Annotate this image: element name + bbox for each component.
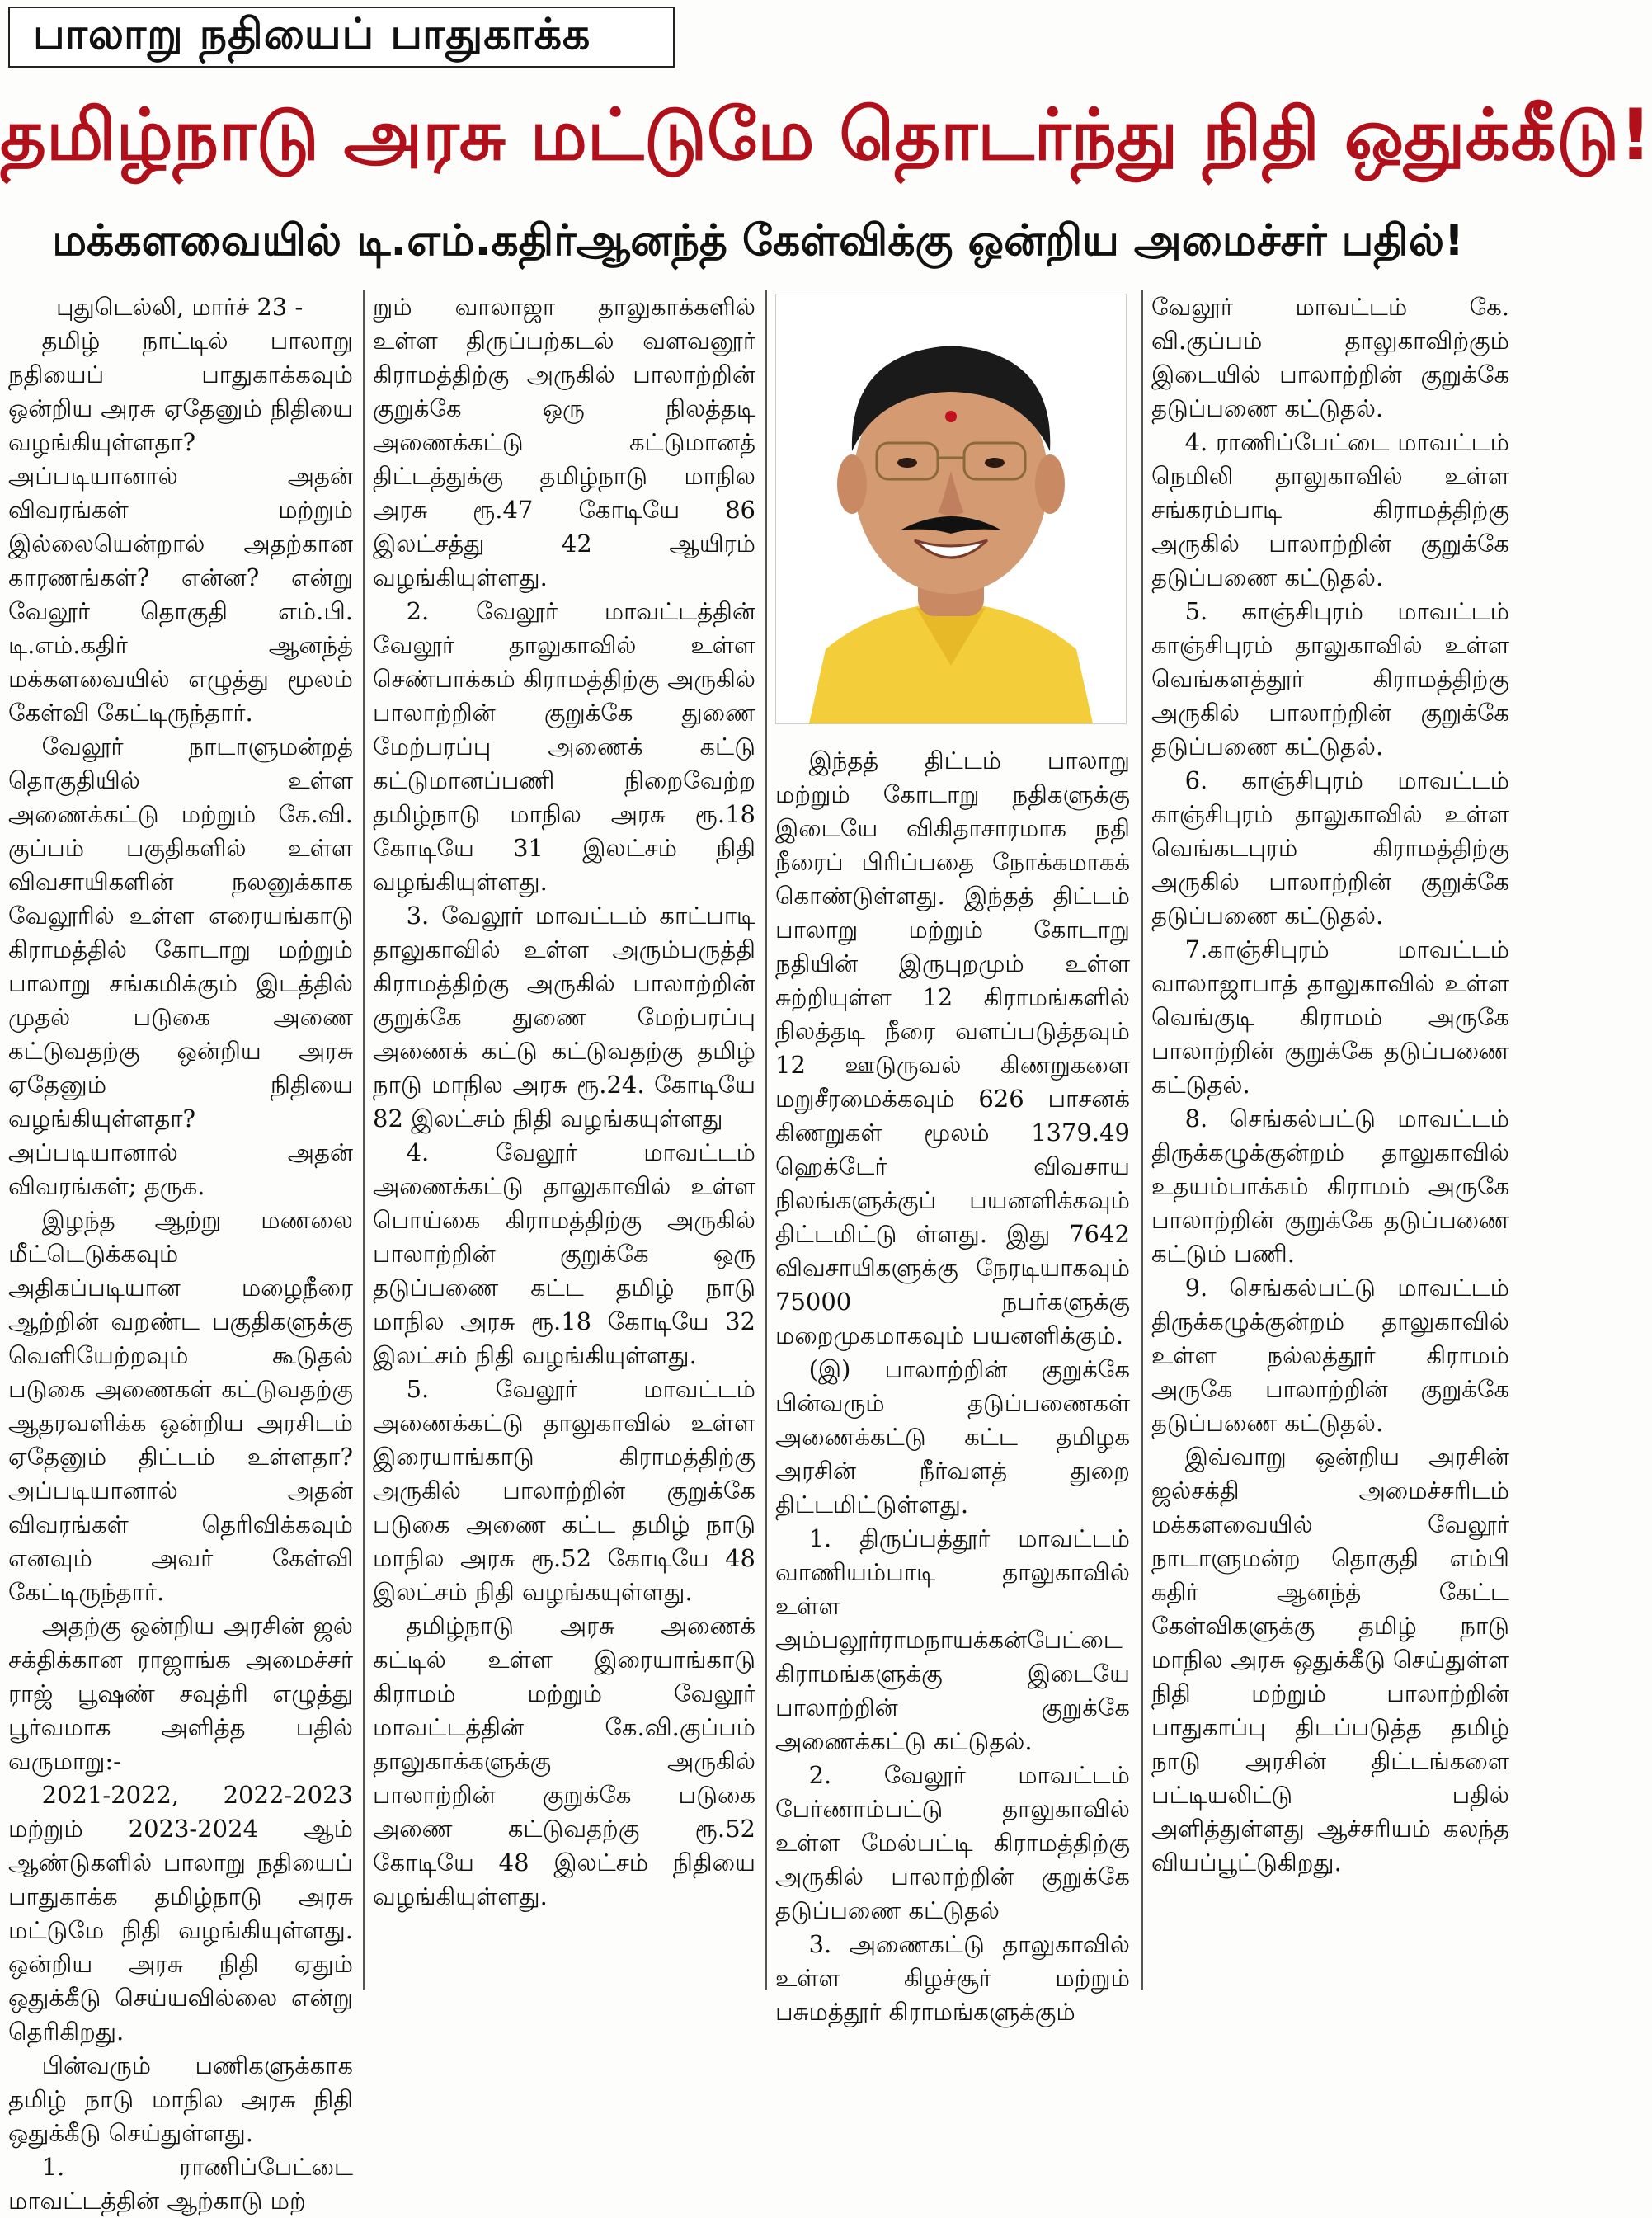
mp-photo — [775, 294, 1127, 724]
paragraph: 5. காஞ்சிபுரம் மாவட்டம் காஞ்சிபுரம் தாலுகாவில் உள்ள வெங்களத்தூர் கிராமத்திற்கு அருகில் பாலாற்றின் குறுக்கே தடுப்பணை கட்டுதல். — [1151, 597, 1509, 761]
paragraph: 2. வேலூர் மாவட்டம் பேர்ணாம்பட்டு தாலுகாவில் உள்ள மேல்பட்டி கிராமத்திற்கு அருகில் பாலாற்றின் குறுக்கே தடுப்பணை கட்டுதல் — [775, 1761, 1130, 1924]
headline: தமிழ்நாடு அரசு மட்டுமே தொடர்ந்து நிதி ஒதுக்கீடு! — [0, 94, 1652, 177]
article-column-4 — [1151, 290, 1509, 1994]
person-portrait-icon — [776, 294, 1126, 723]
paragraph: வேலூர் நாடாளுமன்றத் தொகுதியில் உள்ள அணைக்கட்டு மற்றும் கே.வி. குப்பம் பகுதிகளில் உள்ள விவசாயிகளின் நலனுக்காக வேலூரில் உள்ள எரையங்காடு கிராமத்தில் கோடாறு மற்றும் பாலாறு சங்கமிக்கும் இடத்தில் முதல் படுகை அணை கட்டுவதற்கு ஒன்றிய அரசு ஏதேனும் நிதியை வழங்கியுள்ளதா? அப்படியானால் அதன் விவரங்கள்; தருக. — [8, 732, 353, 1200]
paragraph: இந்தத் திட்டம் பாலாறு மற்றும் கோடாறு நதிகளுக்கு இடையே விகிதாசாரமாக நதி நீரைப் பிரிப்பதை நோக்கமாகக் கொண்டுள்ளது. இந்தத் திட்டம் பாலாறு மற்றும் கோடாறு நதியின் இருபுறமும் உள்ள சுற்றியுள்ள 12 கிராமங்களில் நிலத்தடி நீரை வளப்படுத்தவும் 12 ஊடுருவல் கிணறுகளை மறுசீரமைக்கவும் 626 பாசனக் கிணறுகள் மூலம் 1379.49 ஹெக்டேர் விவசாய நிலங்களுக்குப் பயனளிக்கவும் திட்டமிட்டு ள்ளது. இது 7642 விவசாயிகளுக்கு நேரடியாகவும் 75000 நபர்களுக்கு மறைமுகமாகவும் பயனளிக்கும். — [775, 746, 1130, 1349]
paragraph: தமிழ் நாட்டில் பாலாறு நதியைப் பாதுகாக்கவும் ஒன்றிய அரசு ஏதேனும் நிதியை வழங்கியுள்ளதா? அப்படியானால் அதன் விவரங்கள் மற்றும் இல்லையென்றால் அதற்கான காரணங்கள்? என்ன? என்று வேலூர் தொகுதி எம்.பி. டி.எம்.கதிர் ஆனந்த் மக்களவையில் எழுத்து மூலம் கேள்வி கேட்டிருந்தார். — [8, 327, 353, 727]
paragraph: 6. காஞ்சிபுரம் மாவட்டம் காஞ்சிபுரம் தாலுகாவில் உள்ள வெங்கடபுரம் கிராமத்திற்கு அருகில் பாலாற்றின் குறுக்கே தடுப்பணை கட்டுதல். — [1151, 766, 1509, 930]
paragraph: 4. வேலூர் மாவட்டம் அணைக்கட்டு தாலுகாவில் உள்ள பொய்கை கிராமத்திற்கு அருகில் பாலாற்றின் குறுக்கே ஒரு தடுப்பணை கட்ட தமிழ் நாடு மாநில அரசு ரூ.18 கோடியே 32 இலட்சம் நிதி வழங்கியுள்ளது. — [373, 1138, 755, 1369]
paragraph: 8. செங்கல்பட்டு மாவட்டம் திருக்கழுக்குன்றம் தாலுகாவில் உதயம்பாக்கம் கிராமம் அருகே பாலாற்றின் குறுக்கே தடுப்பணை கட்டும் பணி. — [1151, 1104, 1509, 1268]
paragraph: 5. வேலூர் மாவட்டம் அணைக்கட்டு தாலுகாவில் உள்ள இரையாங்காடு கிராமத்திற்கு அருகில் பாலாற்றின் குறுக்கே படுகை அணை கட்ட தமிழ் நாடு மாநில அரசு ரூ.52 கோடியே 48 இலட்சம் நிதி வழங்கயுள்ளது. — [373, 1375, 755, 1606]
article-column-2 — [373, 290, 755, 1994]
paragraph: 1. ராணிப்பேட்டை மாவட்டத்தின் ஆற்காடு மற் — [8, 2153, 353, 2215]
paragraph: றும் வாலாஜா தாலுகாக்களில் உள்ள திருப்பற்கடல் வளவனூர் கிராமத்திற்கு அருகில் பாலாற்றின் குறுக்கே ஒரு நிலத்தடி அணைக்கட்டு கட்டுமானத் திட்டத்துக்கு தமிழ்நாடு மாநில அரசு ரூ.47 கோடியே 86 இலட்சத்து 42 ஆயிரம் வழங்கியுள்ளது. — [373, 293, 755, 591]
paragraph: தமிழ்நாடு அரசு அணைக் கட்டில் உள்ள இரையாங்காடு கிராமம் மற்றும் வேலூர் மாவட்டத்தின் கே.வி.குப்பம் தாலுகாக்களுக்கு அருகில் பாலாற்றின் குறுக்கே படுகை அணை கட்டுவதற்கு ரூ.52 கோடியே 48 இலட்சம் நிதியை வழங்கியுள்ளது. — [373, 1612, 755, 1910]
paragraph: 4. ராணிப்பேட்டை மாவட்டம் நெமிலி தாலுகாவில் உள்ள சங்கரம்பாடி கிராமத்திற்கு அருகில் பாலாற்றின் குறுக்கே தடுப்பணை கட்டுதல். — [1151, 428, 1509, 591]
paragraph: பின்வரும் பணிகளுக்காக தமிழ் நாடு மாநில அரசு நிதி ஒதுக்கீடு செய்துள்ளது. — [8, 2051, 353, 2147]
subheadline: மக்களவையில் டி.எம்.கதிர்ஆனந்த் கேள்விக்கு ஒன்றிய அமைச்சர் பதில்! — [52, 216, 1464, 266]
paragraph: 2. வேலூர் மாவட்டத்தின் வேலூர் தாலுகாவில் உள்ள செண்பாக்கம் கிராமத்திற்கு அருகில் பாலாற்றின் குறுக்கே துணை மேற்பரப்பு அணைக் கட்டு கட்டுமானப்பணி நிறைவேற்ற தமிழ்நாடு மாநில அரசு ரூ.18 கோடியே 31 இலட்சம் நிதி வழங்கியுள்ளது. — [373, 597, 755, 896]
paragraph: 1. திருப்பத்தூர் மாவட்டம் வாணியம்பாடி தாலுகாவில் உள்ள அம்பலூர்ராமநாயக்கன்பேட்டை கிராமங்களுக்கு இடையே பாலாற்றின் குறுக்கே அணைக்கட்டு கட்டுதல். — [775, 1524, 1130, 1755]
paragraph: 2021-2022, 2022-2023 மற்றும் 2023-2024 ஆம் ஆண்டுகளில் பாலாறு நதியைப் பாதுகாக்க தமிழ்நாடு அரசு மட்டுமே நிதி வழங்கியுள்ளது. ஒன்றிய அரசு நிதி ஏதும் ஒதுக்கீடு செய்யவில்லை என்று தெரிகிறது. — [8, 1781, 353, 2046]
column-divider — [363, 290, 365, 1990]
article-column-3 — [775, 744, 1130, 2026]
paragraph: இவ்வாறு ஒன்றிய அரசின் ஜல்சக்தி அமைச்சரிடம் மக்களவையில் வேலூர் நாடாளுமன்ற தொகுதி எம்பி கதிர் ஆனந்த் கேட்ட கேள்விகளுக்கு தமிழ் நாடு மாநில அரசு ஒதுக்கீடு செய்துள்ள நிதி மற்றும் பாலாற்றின் பாதுகாப்பு திடப்படுத்த தமிழ் நாடு அரசின் திட்டங்களை பட்டியலிட்டு பதில் அளித்துள்ளது ஆச்சரியம் கலந்த வியப்பூட்டுகிறது. — [1151, 1443, 1509, 1877]
column-divider — [765, 290, 767, 1990]
article-column-1 — [8, 290, 353, 2215]
paragraph: 7.காஞ்சிபுரம் மாவட்டம் வாலாஜாபாத் தாலுகாவில் உள்ள வெங்குடி கிராமம் அருகே பாலாற்றின் குறுக்கே தடுப்பணை கட்டுதல். — [1151, 935, 1509, 1099]
column-divider — [1141, 290, 1143, 1990]
paragraph: (இ) பாலாற்றின் குறுக்கே பின்வரும் தடுப்பணைகள் அணைக்கட்டு கட்ட தமிழக அரசின் நீர்வளத் துறை திட்டமிட்டுள்ளது. — [775, 1355, 1130, 1519]
paragraph: 3. வேலூர் மாவட்டம் காட்பாடி தாலுகாவில் உள்ள அரும்பருத்தி கிராமத்திற்கு அருகில் பாலாற்றின் குறுக்கே துணை மேற்பரப்பு அணைக் கட்டு கட்டுவதற்கு தமிழ் நாடு மாநில அரசு ரூ.24. கோடியே 82 இலட்சம் நிதி வழங்கயுள்ளது — [373, 902, 755, 1133]
paragraph: அதற்கு ஒன்றிய அரசின் ஜல் சக்திக்கான ராஜாங்க அமைச்சர் ராஜ் பூஷண் சவுத்ரி எழுத்து பூர்வமாக அளித்த பதில் வருமாறு:- — [8, 1612, 353, 1775]
paragraph: 3. அணைகட்டு தாலுகாவில் உள்ள கிழச்சூர் மற்றும் பசுமத்தூர் கிராமங்களுக்கும் — [775, 1930, 1130, 2026]
kicker-label: பாலாறு நதியைப் பாதுகாக்க — [8, 7, 675, 68]
paragraph: 9. செங்கல்பட்டு மாவட்டம் திருக்கழுக்குன்றம் தாலுகாவில் உள்ள நல்லத்தூர் கிராமம் அருகே பாலாற்றின் குறுக்கே தடுப்பணை கட்டுதல். — [1151, 1274, 1509, 1437]
paragraph: இழந்த ஆற்று மணலை மீட்டெடுக்கவும் அதிகப்படியான மழைநீரை ஆற்றின் வறண்ட பகுதிகளுக்கு வெளியேற்றவும் கூடுதல் படுகை அணைகள் கட்டுவதற்கு ஆதரவளிக்க ஒன்றிய அரசிடம் ஏதேனும் திட்டம் உள்ளதா? அப்படியானால் அதன் விவரங்கள் தெரிவிக்கவும் எனவும் அவர் கேள்வி கேட்டிருந்தார். — [8, 1206, 353, 1606]
dateline: புதுடெல்லி, மார்ச் 23 - — [56, 293, 304, 321]
paragraph: வேலூர் மாவட்டம் கே. வி.குப்பம் தாலுகாவிற்கும் இடையில் பாலாற்றின் குறுக்கே தடுப்பணை கட்டுதல். — [1151, 293, 1509, 422]
